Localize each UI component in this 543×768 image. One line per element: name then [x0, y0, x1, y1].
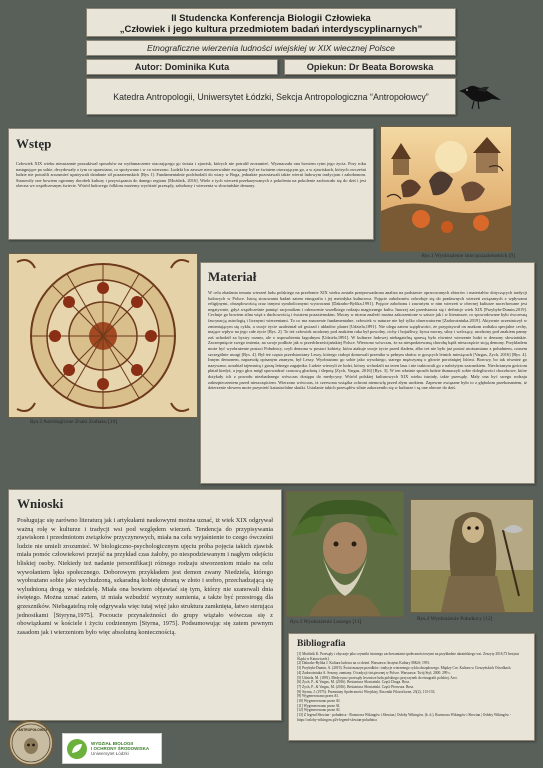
figure-2-caption: Rys.2 Astrologiczne Znaki Zodiaku [10]: [30, 419, 118, 425]
conference-title: [87, 9, 455, 35]
supervisor-box: [284, 59, 456, 75]
conference-title-line1: II Studencka Konferencja Biologii Człowieka: [171, 13, 371, 24]
bibliography-item: [8] Styrna, J. (1975). Przemiany Społeczności Wiejskiej, Roczniki Filozoficzne, 23(2), 113-133.: [297, 689, 436, 694]
badge-text: ANTROPOŁOWCY: [18, 728, 48, 732]
department-box: [86, 78, 456, 115]
bibliography-item: [12] Wygenerowano przez AI.: [297, 708, 341, 713]
intro-title: Wstęp: [16, 136, 52, 151]
poster-subtitle-text: Etnograficzne wierzenia ludności wiejskiej w XIX wiecznej Polsce: [147, 43, 395, 53]
faculty-logo-line3: Uniwersytet Łódzki: [91, 751, 129, 757]
conference-title-line2: „Człowiek i jego kultura przedmiotem badań interdyscyplinarnych”: [119, 24, 423, 35]
leaf-icon: [67, 739, 87, 759]
raven-icon: [455, 76, 503, 114]
bibliography-item: [5] Udziela, M. (1891). Medycyna i przesądy lecznicze ludu polskiego: przyczynek do etnografii polskiej. Arct.: [297, 675, 458, 680]
department-name: Katedra Antropologii, Uniwersytet Łódzki, Sekcja Antropologiczna “Antropołowcy”: [113, 92, 429, 102]
bibliography-section: [288, 633, 535, 741]
author-box: [86, 59, 278, 75]
figure-3-caption: Rys.3 Wyobrażenie Leszego [11]: [290, 619, 362, 625]
bibliography-item: [10] Wygenerowano przez AI.: [297, 699, 341, 704]
faculty-logo-line1: WYDZIAŁ BIOLOGII: [91, 741, 133, 746]
faculty-logo-line2: I OCHRONY ŚRODOWISKA: [91, 746, 150, 752]
figure-4-image: [410, 499, 534, 613]
bibliography-item: [4] Zadorożniuka A. Sezony, zamiany. O tradycji świątecznej w Polsce. Warszawa: Twój Styl; 2000. 299 s.: [297, 670, 451, 675]
figure-2-image: [8, 253, 198, 418]
bibliography-item: [11] Wygenerowano przez AI.: [297, 703, 341, 708]
author-name: Autor: Dominika Kuta: [134, 62, 230, 72]
intro-text: Człowiek XIX wieku nieustannie poszukiwał sposobów na wytłumaczenie otaczającego go świata i zjawisk, których nie potrafił zrozumieć. Wyznaczała ona bowiem rytm jego życia. Pory roku następujące po sobie, decydowały o tym co uprawiano, co spożywano i w co wierzono. Ludzki los zawsze nierozerwalnie związany był ze światem otaczającym go, a w zjawiskach, których owcześni ludzie nie potrafili zrozumieć upatrywali działanie sił pozaziemskich [Rys 1]. Fundamentalnie podchodzili do wiary w Boga, jednakże pozostawali także wierni ludowym tradycjom i zabobonom. Stanowiły one bowiem ogromny dorobek kultury i przywiązania do danego regionu [Moździk, 2016]. Wiele z tych wierzeń przekazywanych z pokolenia na pokolenie zachowało się do dziś i jest obecna we współczesnym świecie. Wśród ludowego folkloru możemy wyróżnić przesądy, zabobony i wierzenia w słowiańskie demony.: [16, 161, 366, 189]
bibliography-title: Bibliografia: [297, 639, 346, 649]
bibliography-item: [3] Przybyła-Dumin, A. (2019). Świat maszyn przodków: tradycje wierzenego cyklu obrzędowego. Między Cor. Kultura w Cieszyńskich Ośrodkach.: [297, 666, 512, 671]
material-section: [200, 262, 535, 484]
conclusions-text: Posługując się zarówno literaturą jak i artykułami naukowymi można uznać, iż wiek XIX odgrywał ważną rolę w kulturze i tradycji wsi pod względem wierzeń. Tendencja do przypisywania zjawiskom i przedmiotom związków przyczynowych, miała na celu wyjaśnienie to czego ówcześni ludzie nie umieli zrozumieć. W biologiczno-psychologicznym ujęciu próba pojęcia takich zjawisk miała pomóc człowiekowi przejść na przykład czas żałoby, po niespodziewanym i nagłym odejściu bliskiej osoby. Niekiedy też nadanie personifikacji różnego rodzaju stworzeniom miało na celu wywołaniem lęku społecznego. Doborowym przykładem jest demon zwany Niedziela, którego wyobrażano sobie jako wychudzoną, szkaradną kobietę ubraną w złoto i srebro, przechadzającą się wyludnioną drogą w niedzielę. Miała ona bowiem objawiać się tym, którzy nie szanowali dnia świętego. Można uznać zatem, iż miała wzbudzić wyrzuty sumienia, a także być przestrogą dla grzeszników. Niebagatelną rolę odgrywała więc tutaj więź jako struktura zamknięta, łatwo sterująca jednostkami [Styryna,1975]. Pocoucie przynależności do grupy wiążało wówczas się z obowiązkami w kościele i życiu codziennym [Styrna, 1975]. Podsumowując się zatem pewnym zasadom jak i wierzeniom było więc absolutną koniecznością.: [17, 517, 273, 636]
supervisor-name: Opiekun: Dr Beata Borowska: [306, 62, 434, 72]
conclusions-section: [8, 489, 282, 721]
material-text: W celu zbadania tematu wierzeń ludu polskiego na przełomie XIX wieku została przeprowadzona analiza na podstawie opracowanych zbiorów i materiałów dotyczących tradycji ludowych w Polsce. Istotą stosowania badań zatem etnografia i jej metodyka kulturowa. Pojęcie zabobonów odwołuje się do pradawnych wierzeń związanych z wpływami religijnymi, obrzędowością oraz innymi symbolicznymi wytworami [Dakrabo-Bylika,1991]. Pojęcie zabobonu i zawartym w nim wierzeń w obecnej kulturze nacechowane jest negatywnie, gdyż współcześnie pamięć racjonalizm i odrzucenie wszelkiego rodzaju magicznego kultu. Inaczej zaś przedstawia się i definicje wiek XIX [Przybyła-Dumin,2019]. Cechuje go bowiem silna więź z duchowością i światem pozaziemskim. Mocny w nicmn znaleźć można zakorzenione w sztuce jak i w literaturze, co spowodowane było ówczesną fascynacją astrologią i licznymi wierzeniami. To co ma znaczenie fundamentalne, człowiek w naturze nie był tylko obserwatorem [Zadorożniuka,2019]. Aktywnie uczestniczył w zmieniającym się cyklu, a swoje życie uzależniał od gwiazd i układów planet [Udziela,1891]. Nie ulega zatem wątpliwości, że przypisywał on znakom zodiaku specjalne cechy, mające wpływ na jego całe życie [Rys. 2]. To też człowiek urodzony pod znakiem raka był powolny, cichy i bojaźliwy, bywa mocny, silny i walczący, urodzony pod znakiem panny zaś uchodził za bystry rozum, ale o usposobieniu łagodnym [Udziela,1891]. W kulturze ludowej niebagatelną sprawą było również wierzenie ludzi w demony słowiańskie. Zaczerpnięcie swego imienia, na swoje podłoże jak w przedchrześcijańskiej Polsce. Wierzono wówczas, że za niespodziewaną chorobę bądź nieszczęście stoją demony. Przykładem może być wyobrażenie postaci Południcy, czyli demona w postaci kobiety, która atakuje swoje życie przed śladem, albo też nie było już postać utożsamiano z południem, czasem szczególnie uwagi [Rys. 4]. Był też często przedstawiany Leszy, którego ciałopi domowali przenika w pełnym słońcu w gorących letnich miesiącach [Vargas, Zych, 2016] [Rys. 4]. Innym demonem, naprawdę opisanym znanym, był Leszy. Wyobrażano go sobie jako wysokiego, starego mężczyznę o głowie porośniętej liśćmi. Borowy, bo tak również go nazywano, uosabiał tajemnicę i grozę leśnego zagajnika. Ludzie wierzyli że ludzi, którzy wchodzili na teren lasu i nie traktowali go z należytym szacunkiem. Niechcianym gościom płatał kiedyś, a jego głos mógł sprowadzać czasową głuchotę i ślepotę [Zych, Vargas, 2016] [Rys. 3]. W ten właśnie sposób ludzie tłumaczyli sobie dolegliwości chorobowe, które dotykały ich z powodu niezbadanego wówczas dostępu do medycyny. Wśród polskiej kulturowych XIX wieku istniały, takie przesądy. Mały ona być swego rodzaju zabezpieczeniem przed nieszczęściem. Wierzono wówczas, iż czerwona wstążka ochroni niemowlę przed złym urokiem. Zapewne związane było to z głębokim przekonaniem, iż dzierzenie słowem może przynieść katastrofalne skutki. Ustalanie takich przesądów silnie zakorzeniło się w kulturze i są one obecne do dziś.: [208, 290, 527, 391]
antropolowcy-badge: [8, 720, 54, 766]
bibliography-list: [297, 652, 526, 723]
bibliography-item: [9] Wygenerowano przez AI.: [297, 694, 339, 699]
conclusions-title: Wnioski: [17, 496, 64, 511]
figure-1-image: [380, 126, 512, 252]
figure-4-caption: Rys.4 Wyobrażenie Południcy [12]: [417, 616, 493, 622]
poster-subtitle: [86, 40, 456, 56]
faculty-logo-mark: [67, 739, 87, 759]
intro-section: [8, 128, 374, 240]
bibliography-item: [1] Moździk K. Przesądy i obyczaje jako czynniki istotnego zachowaniami społecznościowymi na przykładzie ukraińskiego wsi. Zeszyty 2016;73 Instytut Śląski w Katowicach].: [297, 652, 520, 661]
material-title: Materiał: [208, 269, 257, 284]
bibliography-item: [6] Zych, P., & Vargas, M. (2016). Bestiariusz Słowiański. Część Druga. Bosz.: [297, 680, 411, 685]
bibliography-item: [13] Z legend Słowian - południca - Rozmowa Wikingów i Słowian | Osłoby Wikingów. (b. d.). Rozmowa Wikingów i Słowian | Osłoby Wikingów - https://osloby-wikingow.pl/z-legend-slowian-poludnica: [297, 713, 512, 722]
faculty-logo-text: [91, 741, 149, 757]
figure-3-image: [286, 491, 404, 617]
figure-1-caption: Rys.1 Wyobrażenie istot pozaziemskich [9]: [421, 253, 515, 259]
bibliography-item: [7] Zych, P., & Vargas, M. (2016). Bestiariusz Słowiański. Część Pierwsza. Bosz.: [297, 684, 415, 689]
bibliography-item: [2] Dakrabo-Bylika J. Kultura ludowa na co dzień. Warszawa: Instytut Kultury MKiS; 1991.: [297, 661, 431, 666]
conference-title-box: [86, 8, 456, 37]
faculty-logo: [62, 733, 162, 764]
